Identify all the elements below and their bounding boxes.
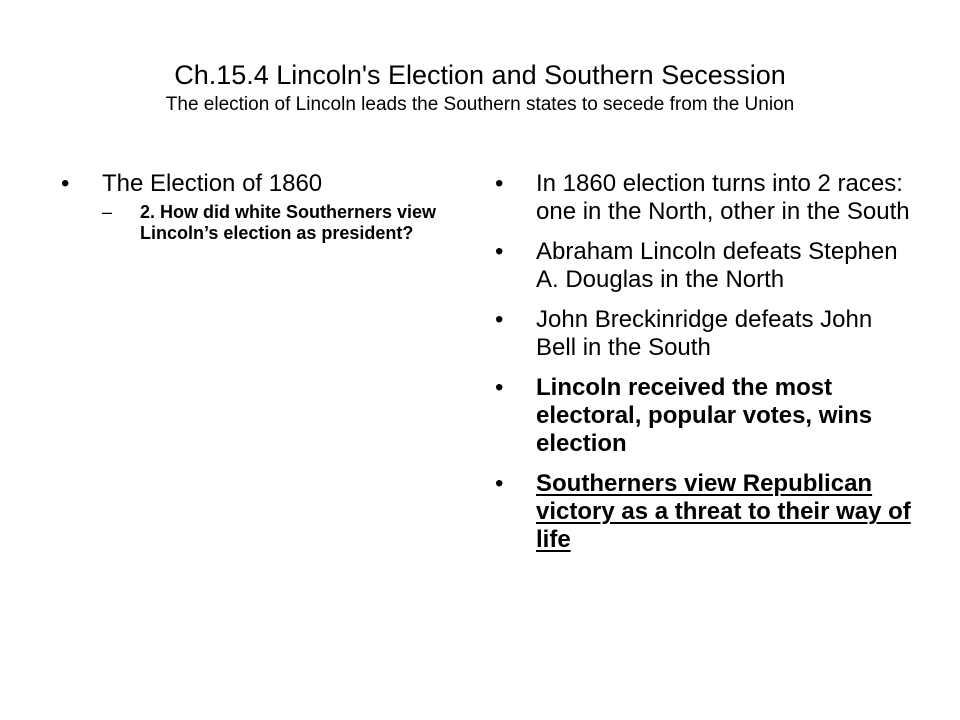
slide-title: Ch.15.4 Lincoln's Election and Southern Secession: [174, 60, 786, 90]
list-item: [494, 306, 914, 362]
list-item: [60, 170, 460, 244]
sub-bullet-text: 2. How did white Southerners view Lincoln’s election as president?: [140, 202, 437, 243]
right-bullet-list: [494, 170, 914, 554]
sub-list-item: [102, 202, 460, 244]
left-column: [60, 170, 460, 256]
list-item: [494, 238, 914, 294]
bullet-icon: •: [495, 306, 504, 333]
bullet-icon: •: [495, 170, 504, 197]
slide-subtitle: The election of Lincoln leads the Southern states to secede from the Union: [165, 94, 795, 115]
bullet-icon: •: [495, 238, 504, 265]
sub-bullet-list: [102, 202, 460, 244]
right-column: [494, 170, 914, 566]
bullet-text: John Breckinridge defeats John Bell in the South: [536, 306, 873, 361]
bullet-text: Lincoln received the most electoral, popular votes, wins election: [536, 374, 873, 457]
dash-icon: –: [102, 202, 113, 222]
bullet-text: Abraham Lincoln defeats Stephen A. Douglas in the North: [536, 238, 898, 293]
bullet-icon: •: [495, 374, 504, 401]
list-item: [494, 170, 914, 226]
bullet-text: The Election of 1860: [102, 170, 323, 197]
bullet-icon: •: [495, 470, 504, 497]
slide-title-block: [40, 58, 920, 118]
bullet-text: In 1860 election turns into 2 races: one in the North, other in the South: [536, 170, 910, 225]
left-bullet-list: [60, 170, 460, 244]
bullet-icon: •: [61, 170, 70, 197]
bullet-text: Southerners view Republican victory as a threat to their way of life: [536, 470, 911, 553]
list-item: [494, 470, 914, 554]
list-item: [494, 374, 914, 458]
